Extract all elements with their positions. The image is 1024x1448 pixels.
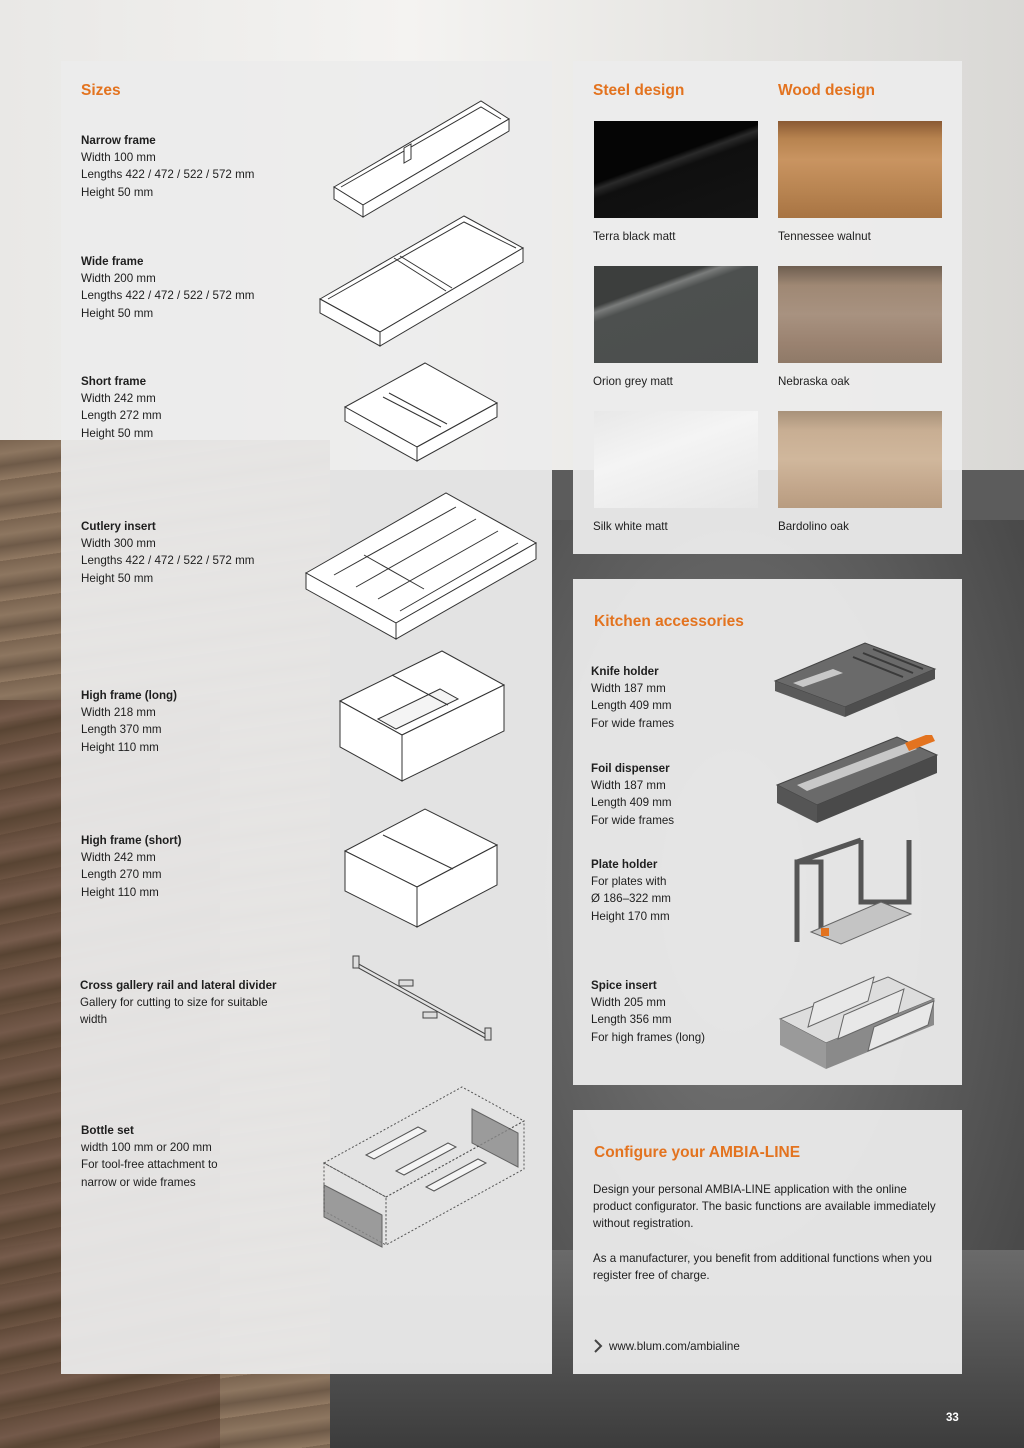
cutlery-insert-spec: Cutlery insert Width 300 mm Lengths 422 / 472 / 522 / 572 mm Height 50 mm — [81, 520, 255, 585]
sizes-panel — [61, 61, 552, 1374]
high-frame-long-drawing — [338, 649, 508, 784]
design-panel — [573, 61, 962, 554]
config-heading: Configure your AMBIA-LINE — [594, 1144, 801, 1161]
cutlery-insert-drawing — [304, 493, 539, 653]
terra-black-swatch — [594, 121, 758, 218]
terra-black-label: Terra black matt — [593, 230, 676, 243]
narrow-frame-drawing — [331, 99, 511, 224]
page-number: 33 — [946, 1412, 959, 1424]
high-frame-short-spec: High frame (short) Width 242 mm Length 270 mm Height 110 mm — [81, 834, 182, 899]
bottle-set-drawing — [322, 1085, 527, 1250]
plate-holder-icon — [791, 832, 921, 957]
config-paragraph-2: As a manufacturer, you benefit from additional functions when you register free of charge. — [593, 1252, 932, 1283]
gallery-rail-spec: Cross gallery rail and lateral divider Gallery for cutting to size for suitable width — [80, 979, 277, 1027]
steel-design-heading: Steel design — [593, 82, 685, 99]
tennessee-walnut-label: Tennessee walnut — [778, 230, 871, 243]
nebraska-oak-swatch — [778, 266, 942, 363]
orion-grey-swatch — [594, 266, 758, 363]
configurator-link[interactable] — [593, 1338, 740, 1354]
silk-white-swatch — [594, 411, 758, 508]
sizes-heading: Sizes — [81, 82, 121, 99]
plate-holder-spec: Plate holder For plates with Ø 186–322 mm Height 170 mm — [591, 858, 671, 923]
silk-white-label: Silk white matt — [593, 520, 668, 533]
tennessee-walnut-swatch — [778, 121, 942, 218]
gallery-rail-drawing — [351, 954, 496, 1049]
knife-holder-icon — [773, 639, 938, 724]
accessories-heading: Kitchen accessories — [594, 613, 744, 630]
narrow-frame-spec: Narrow frame Width 100 mm Lengths 422 / 472 / 522 / 572 mm Height 50 mm — [81, 134, 255, 199]
knife-holder-spec: Knife holder Width 187 mm Length 409 mm For wide frames — [591, 665, 675, 730]
short-frame-drawing — [343, 363, 503, 473]
foil-dispenser-spec: Foil dispenser Width 187 mm Length 409 mm For wide frames — [591, 762, 675, 827]
short-frame-spec: Short frame Width 242 mm Length 272 mm Height 50 mm — [81, 375, 162, 440]
high-frame-long-spec: High frame (long) Width 218 mm Length 370 mm Height 110 mm — [81, 689, 177, 754]
spice-insert-icon — [778, 969, 938, 1079]
accessories-panel — [573, 579, 962, 1085]
wood-design-heading: Wood design — [778, 82, 876, 99]
configurator-link-text[interactable]: www.blum.com/ambialine — [609, 1339, 740, 1353]
high-frame-short-drawing — [343, 807, 503, 932]
wide-frame-drawing — [318, 216, 528, 351]
chevron-right-icon — [593, 1338, 603, 1354]
nebraska-oak-label: Nebraska oak — [778, 375, 850, 388]
config-panel — [573, 1110, 962, 1374]
wide-frame-spec: Wide frame Width 200 mm Lengths 422 / 472 / 522 / 572 mm Height 50 mm — [81, 255, 255, 320]
orion-grey-label: Orion grey matt — [593, 375, 673, 388]
config-paragraph-1: Design your personal AMBIA-LINE application with the online product configurator. The basic functions are available immediately without registration. — [593, 1183, 936, 1231]
bottle-set-spec: Bottle set width 100 mm or 200 mm For tool-free attachment to narrow or wide frames — [81, 1124, 218, 1189]
bardolino-oak-label: Bardolino oak — [778, 520, 849, 533]
foil-dispenser-icon — [775, 735, 940, 835]
spice-insert-spec: Spice insert Width 205 mm Length 356 mm For high frames (long) — [591, 979, 706, 1044]
bardolino-oak-swatch — [778, 411, 942, 508]
